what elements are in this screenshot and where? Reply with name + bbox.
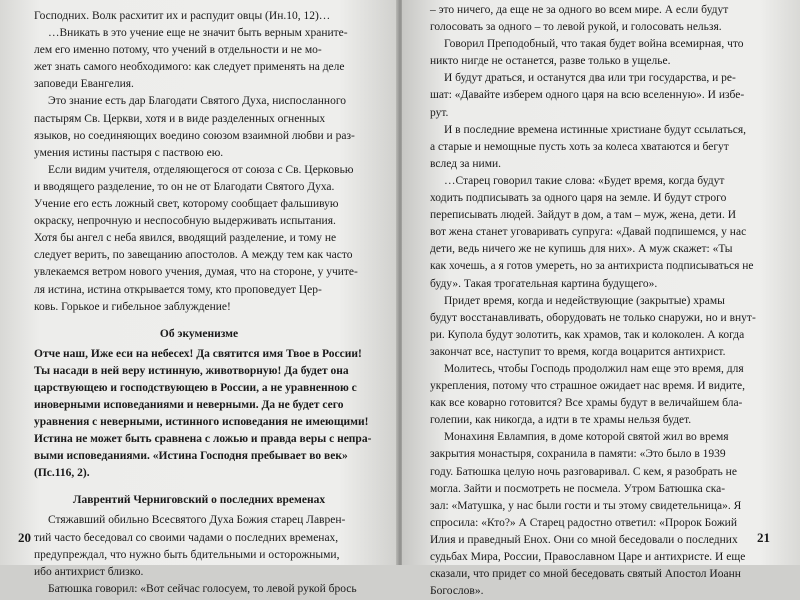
text-line: ри. Купола будут золотить, как храмов, так и колоколен. А когда	[430, 328, 745, 341]
text-line: шат: «Давайте изберем одного царя на всю вселенную». И избе-	[430, 89, 745, 102]
text-line: И в последние времена истинные христиане будут ссылаться,	[444, 123, 746, 136]
text-line: (Пс.116, 2).	[34, 467, 90, 480]
right-page	[402, 0, 800, 598]
text-line: жет знать самого необходимого: как следует применять на деле	[34, 61, 345, 74]
text-line: Учение его есть ложный свет, которому сообщает фальшивую	[34, 198, 339, 211]
text-line: Если видим учителя, отделяющегося от союза с Св. Церковью	[48, 163, 354, 176]
text-line: Ты насади в ней веру истинную, животворную! Да будет она	[34, 364, 349, 377]
text-line: и вводящего разделение, то он не от Благодати Святого Духа.	[34, 180, 335, 193]
text-line: ковь. Горькое и гибельное заблуждение!	[34, 300, 231, 313]
text-line: пастырям Св. Церкви, хотя и в виде разделенных огненных	[34, 112, 326, 125]
text-line: никто нигде не останется, разве только в ущелье.	[430, 55, 671, 68]
text-line: Господних. Волк расхитит их и распудит овцы (Ин.10, 12)…	[34, 10, 331, 22]
text-line: закончат все, наступит то время, когда воцарится антихрист.	[430, 345, 726, 358]
text-line: ля истина, истина открывается тому, кто проповедует Цер-	[34, 283, 322, 296]
text-line: ходить подписывать за одного царя на земле. И будут строго	[430, 192, 727, 205]
text-line: Стяжавший обильно Всесвятого Духа Божия старец Лаврен-	[48, 514, 346, 527]
section-heading: Об экуменизме	[159, 327, 239, 340]
text-line: заповеди Евангелия.	[34, 78, 134, 91]
text-line: как хочешь, а я готов умереть, но за антихриста подписываться не	[430, 260, 754, 273]
text-line: Батюшка говорил: «Вот сейчас голосуем, то левой рукой брось	[48, 582, 357, 595]
left-page-number: 20	[18, 530, 31, 545]
text-line: вот жена станет уговаривать супруга: «Давай подпишемся, у нас	[430, 226, 747, 239]
text-line: увлекаемся ветром нового учения, думая, что на стороне, у учите-	[34, 266, 358, 279]
text-line: как все коварно готовится? Все храмы будут в величайшем бла-	[430, 397, 743, 410]
text-line: будут восстанавливать, оборудовать не только снаружи, но и внут-	[430, 311, 756, 324]
text-line: переписывать людей. Зайдут в дом, а там – муж, жена, дети. И	[430, 209, 737, 222]
text-line: уравнения с неверными, истинного исповедания не имеющими!	[34, 416, 369, 429]
text-line: дети, ведь ничего же не купишь для них». А муж скажет: «Ты	[430, 243, 733, 256]
left-text-column	[34, 8, 372, 598]
text-line: году. Батюшка целую ночь разговаривал. С кем, я разобрать не	[430, 465, 737, 478]
right-text-column	[430, 2, 772, 600]
text-line: зал: «Матушка, у нас были гости и ты этому свидетельница». Я	[430, 499, 742, 512]
text-line: Молитесь, чтобы Господь продолжил нам еще это время, для	[444, 362, 744, 375]
text-line: …Вникать в это учение еще не значит быть верным храните-	[48, 27, 348, 40]
text-line: укрепления, потому что страшное ожидает нас время. И видите,	[430, 380, 746, 393]
text-line: выми исповеданиями. «Истина Господня пребывает во век»	[34, 450, 348, 463]
text-line: Хотя бы ангел с неба явился, вводящий разделение, и тому не	[34, 232, 337, 245]
text-line: Говорил Преподобный, что такая будет война всемирная, что	[444, 38, 744, 51]
text-line: окраску, непрочную и неспособную выдерживать испытания.	[34, 215, 336, 228]
text-line: следует верить, по завещанию апостолов. А между тем как часто	[34, 249, 353, 262]
text-line: предупреждал, что нужно быть бдительными и осторожными,	[34, 548, 340, 561]
text-line: а старые и немощные пусть хоть за колеса хватаются и бегут	[430, 140, 729, 153]
text-line: …Старец говорил такие слова: «Будет время, когда будут	[444, 174, 725, 187]
text-line: голосовать за одного – то левой рукой, и голосовать нельзя.	[430, 21, 722, 34]
text-line: Придет время, когда и недействующие (закрытые) храмы	[444, 294, 725, 307]
section-heading: Лаврентий Черниговский о последних временах	[72, 494, 326, 507]
text-line: могла. Зайти и посмотреть не посмела. Утром Батюшка ска-	[430, 482, 726, 495]
right-page-number: 21	[757, 530, 770, 545]
text-line: голепии, как никогда, а идти в те храмы нельзя будет.	[430, 414, 692, 427]
text-line: спросила: «Кто?» А Старец радостно ответил: «Пророк Божий	[430, 516, 737, 529]
text-line: сказали, что придет со мной беседовать святый Апостол Иоанн	[430, 568, 741, 581]
text-line: ибо антихрист близко.	[34, 565, 144, 578]
text-line: умения истины пастыря с паствою ею.	[34, 146, 224, 159]
text-line: лем его именно потому, что учений в отдельности и не мо-	[34, 44, 322, 57]
text-line: Богослов».	[430, 585, 484, 598]
text-line: Монахиня Евлампия, в доме которой святой жил во время	[444, 431, 729, 444]
text-line: языков, но соединяющих воедино союзом взаимной любви и раз-	[34, 129, 355, 142]
text-line: Илия и праведный Енох. Они со мной беседовали о последних	[430, 533, 738, 546]
text-line: И будут драться, и останутся два или три государства, и ре-	[444, 72, 736, 85]
text-line: закрытия монастыря, сохранила в памяти: «Это было в 1939	[430, 448, 726, 461]
text-line: царствующею и господствующею в России, а не уравненною с	[34, 381, 357, 394]
text-line: буду». Такая трогательная картина будущего».	[430, 277, 658, 290]
text-line: иноверными исповеданиями и неверными. Да не будет сего	[34, 398, 344, 411]
text-line: Отче наш, Иже еси на небесех! Да святится имя Твое в России!	[34, 347, 362, 360]
text-line: судьбах Мира, России, Православном Царе и антихристе. И еще	[430, 551, 746, 563]
text-line: Это знание есть дар Благодати Святого Духа, ниспосланного	[48, 95, 347, 108]
text-line: – это ничего, да еще не за одного во всем мире. А если будут	[430, 4, 729, 16]
text-line: тий часто беседовал со своими чадами о последних временах,	[34, 531, 339, 544]
text-line: Истина не может быть сравнена с ложью и правда веры с непра-	[34, 433, 372, 446]
text-line: рут.	[430, 106, 449, 119]
left-page	[0, 0, 398, 595]
text-line: вслед за ними.	[430, 157, 502, 170]
